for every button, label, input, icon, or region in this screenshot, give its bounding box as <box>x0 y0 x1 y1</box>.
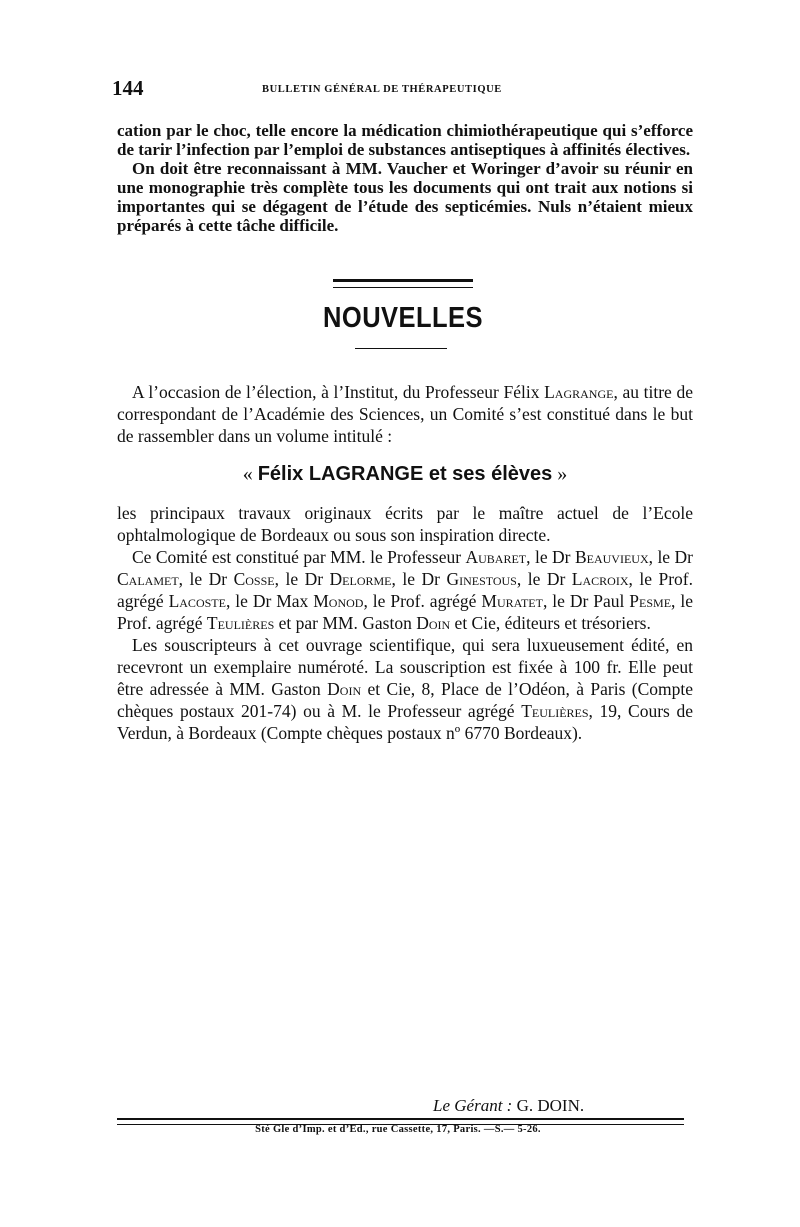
printer-imprint: Sté Gle d’Imp. et d’Ed., rue Cassette, 17, Paris. —S.— 5-26. <box>255 1124 541 1135</box>
publisher-signature: Le Gérant : G. DOIN. <box>433 1096 585 1115</box>
book-title: « Félix LAGRANGE et ses élèves » <box>242 463 568 485</box>
intro-paragraph-2: On doit être reconnaissant à MM. Vaucher et Woringer d’avoir su réunir en une monographie très complète tous les documents qui ont trait aux notions si importantes qui se dégagent de l’étude des septicémies. Nuls n’étaient mieux préparés à cette tâche difficile. <box>117 159 693 235</box>
news-paragraph-2: les principaux travaux originaux écrits par le maître actuel de l’Ecole ophtalmologique de Bordeaux ou sous son inspiration directe. <box>117 503 693 545</box>
footer-rule-thick <box>117 1118 684 1120</box>
news-paragraph-3: Ce Comité est constitué par MM. le Professeur Aubaret, le Dr Beauvieux, le Dr Calamet, le Dr Cosse, le Dr Delorme, le Dr Ginestous, le Dr Lacroix, le Prof. agrégé Lacoste, le Dr Max Monod, le Prof. agrégé Muratet, le Dr Paul Pesme, le Prof. agrégé Teulières et par MM. Gaston Doin et Cie, éditeurs et trésoriers. <box>117 547 693 633</box>
page-number: 144 <box>112 76 144 100</box>
news-paragraph-1: A l’occasion de l’élection, à l’Institut, du Professeur Félix Lagrange, au titre de correspondant de l’Académie des Sciences, un Comité s’est constitué dans le but de rassembler dans un volume intitulé : <box>117 382 693 446</box>
running-head: BULLETIN GÉNÉRAL DE THÉRAPEUTIQUE <box>262 84 502 95</box>
intro-text <box>117 121 693 235</box>
intro-paragraph-1: cation par le choc, telle encore la médication chimiothérapeutique qui s’efforce de tarir l’infection par l’emploi de substances antiseptiques à affinités électives. <box>117 121 693 159</box>
section-title: NOUVELLES <box>323 302 483 334</box>
news-body <box>117 502 693 744</box>
section-divider-rule <box>333 279 473 288</box>
news-paragraph-4: Les souscripteurs à cet ouvrage scientifique, qui sera luxueusement édité, en recevront un exemplaire numéroté. La souscription est fixée à 100 fr. Elle peut être adressée à MM. Gaston Doin et Cie, 8, Place de l’Odéon, à Paris (Compte chèques postaux 201-74) ou à M. le Professeur agrégé Teulières, 19, Cours de Verdun, à Bordeaux (Compte chèques postaux nº 6770 Bordeaux). <box>117 635 694 743</box>
title-underline-rule <box>355 348 447 349</box>
